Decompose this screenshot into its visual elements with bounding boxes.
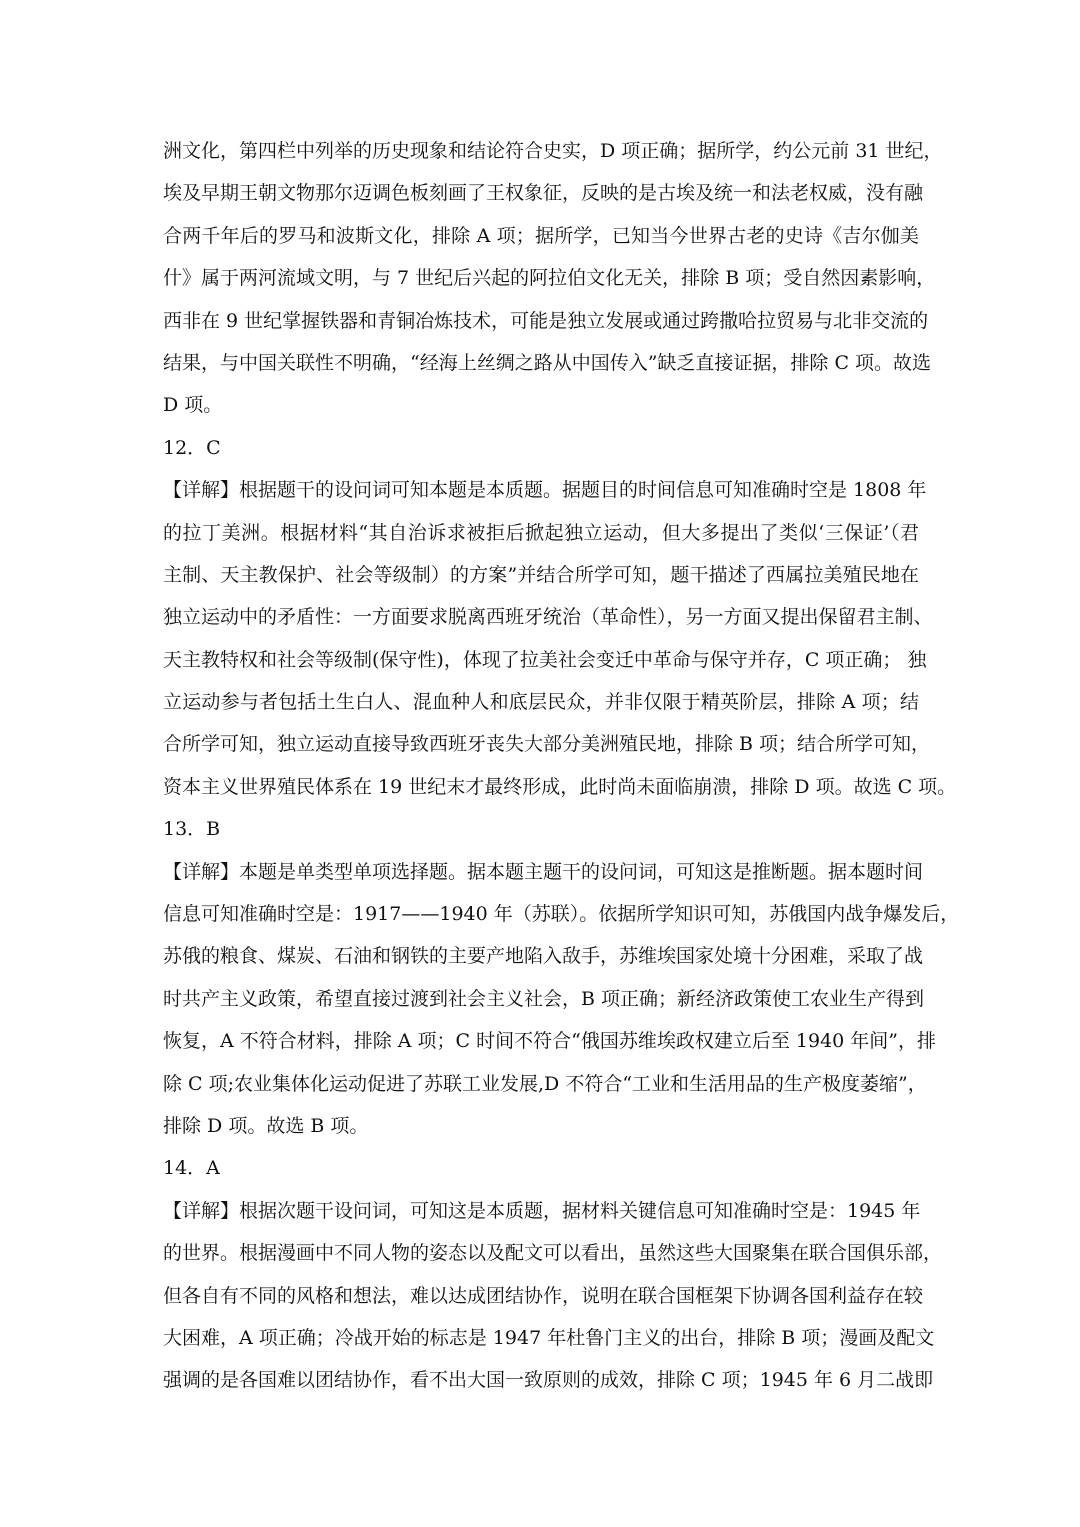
- text-line: 的拉丁美洲。根据材料“其自治诉求被拒后掀起独立运动，但大多提出了类似‘三保证’（君: [163, 521, 919, 544]
- text-line: 合所学可知，独立运动直接导致西班牙丧失大部分美洲殖民地，排除 B 项；结合所学可知，: [163, 733, 931, 756]
- text-line: 【详解】本题是单类型单项选择题。据本题主题干的设问词，可知这是推断题。据本题时间: [163, 860, 924, 883]
- text-line: 苏俄的粮食、煤炭、石油和钢铁的主要产地陷入敌手，苏维埃国家处境十分困难，采取了战: [163, 945, 924, 968]
- text-line: 除 C 项;农业集体化运动促进了苏联工业发展,D 不符合“工业和生活用品的生产极度萎缩”，: [163, 1072, 927, 1095]
- text-line: 大困难，A 项正确；冷战开始的标志是 1947 年杜鲁门主义的出台，排除 B 项；漫画及配文: [163, 1326, 935, 1349]
- text-line: 资本主义世界殖民体系在 19 世纪末才最终形成，此时尚未面临崩溃，排除 D 项。故选 C 项。: [163, 775, 957, 798]
- text-line: 埃及早期王朝文物那尔迈调色板刻画了王权象征，反映的是古埃及统一和法老权威，没有融: [163, 182, 924, 205]
- text-line: 天主教特权和社会等级制(保守性)，体现了拉美社会变迁中革命与保守并存，C 项正确； 独: [163, 648, 927, 671]
- text-line: 什》属于两河流域文明，与 7 世纪后兴起的阿拉伯文化无关，排除 B 项；受自然因素影响，: [163, 267, 936, 290]
- text-line: 【详解】根据次题干设问词，可知这是本质题，据材料关键信息可知准确时空是：1945 年: [163, 1199, 921, 1222]
- text-line: 强调的是各国难以团结协作，看不出大国一致原则的成效，排除 C 项；1945 年 6 月二战即: [163, 1369, 934, 1392]
- answer-number-13: 13．B: [163, 818, 221, 841]
- text-line: 排除 D 项。故选 B 项。: [163, 1114, 369, 1137]
- text-line: 独立运动中的矛盾性：一方面要求脱离西班牙统治（革命性），另一方面又提出保留君主制、: [163, 606, 933, 629]
- text-line: 结果，与中国关联性不明确，“经海上丝绸之路从中国传入”缺乏直接证据，排除 C 项。故选: [163, 351, 932, 374]
- text-line: 信息可知准确时空是：1917——1940 年（苏联）。依据所学知识可知，苏俄国内战争爆发后，: [163, 903, 960, 926]
- text-line: 立运动参与者包括土生白人、混血种人和底层民众，并非仅限于精英阶层，排除 A 项；结: [163, 691, 919, 714]
- text-line: D 项。: [163, 394, 223, 417]
- answer-explanation-text: [163, 130, 960, 1402]
- text-line: 主制、天主教保护、社会等级制）的方案”并结合所学可知，题干描述了西属拉美殖民地在: [163, 563, 919, 586]
- text-line: 西非在 9 世纪掌握铁器和青铜冶炼技术，可能是独立发展或通过跨撒哈拉贸易与北非交流的: [163, 309, 929, 332]
- text-line: 【详解】根据题干的设问词可知本题是本质题。据题目的时间信息可知准确时空是 1808 年: [163, 479, 927, 502]
- answer-number-12: 12．C: [163, 436, 221, 459]
- text-line: 但各自有不同的风格和想法，难以达成团结协作，说明在联合国框架下协调各国利益存在较: [163, 1284, 924, 1307]
- text-line: 恢复，A 不符合材料，排除 A 项；C 时间不符合“俄国苏维埃政权建立后至 1940 年间”，排: [163, 1030, 936, 1053]
- text-line: 合两千年后的罗马和波斯文化，排除 A 项；据所学，已知当今世界古老的史诗《吉尔伽美: [163, 224, 919, 247]
- text-line: 的世界。根据漫画中不同人物的姿态以及配文可以看出，虽然这些大国聚集在联合国俱乐部，: [163, 1242, 943, 1265]
- text-line: 时共产主义政策，希望直接过渡到社会主义社会，B 项正确；新经济政策使工农业生产得到: [163, 987, 925, 1010]
- answer-number-14: 14．A: [163, 1157, 220, 1180]
- text-line: 洲文化，第四栏中列举的历史现象和结论符合史实，D 项正确；据所学，约公元前 31 世纪，: [163, 140, 943, 162]
